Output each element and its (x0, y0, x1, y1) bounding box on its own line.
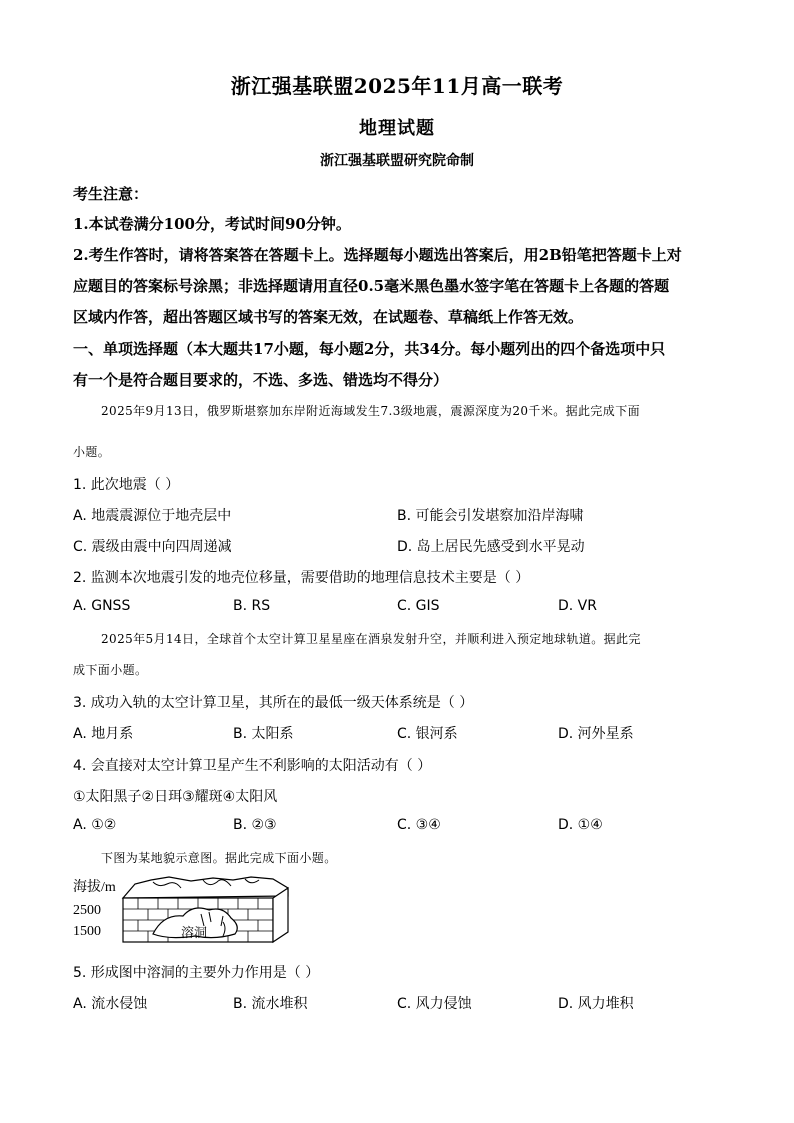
question-2-stem: 2. 监测本次地震引发的地壳位移量，需要借助的地理信息技术主要是（ ） (73, 570, 530, 586)
question-4-items: ①太阳黑子②日珥③耀斑④太阳风 (73, 789, 278, 805)
karst-landform-figure (73, 874, 303, 946)
question-2-option-b: B. RS (233, 598, 271, 614)
question-1-option-b: B. 可能会引发堪察加沿岸海啸 (397, 508, 584, 524)
exam-title: 浙江强基联盟2025年11月高一联考 (230, 74, 564, 98)
notice-item-2-line-1: 2.考生作答时，请将答案答在答题卡上。选择题每小题选出答案后，用2B铅笔把答题卡上对 (73, 246, 682, 264)
notice-item-2-line-2: 应题目的答案标号涂黑；非选择题请用直径0.5毫米黑色墨水签字笔在答题卡上各题的答题 (73, 277, 670, 295)
notice-item-1: 1.本试卷满分100分，考试时间90分钟。 (73, 215, 351, 233)
notice-item-2-line-3: 区域内作答，超出答题区域书写的答案无效，在试题卷、草稿纸上作答无效。 (73, 308, 584, 326)
question-2-option-d: D. VR (558, 598, 597, 614)
question-5-option-b: B. 流水堆积 (233, 996, 308, 1012)
question-3-option-c: C. 银河系 (397, 726, 458, 742)
material-1-line-2: 小题。 (73, 445, 111, 459)
material-1-line-1: 2025年9月13日，俄罗斯堪察加东岸附近海域发生7.3级地震，震源深度为20千米。据此完成下面 (101, 404, 640, 418)
section-heading-line-1: 一、单项选择题（本大题共17小题，每小题2分，共34分。每小题列出的四个备选项中只 (73, 340, 666, 358)
figure-y-axis-label: 海拔/m (73, 880, 116, 895)
question-3-stem: 3. 成功入轨的太空计算卫星，其所在的最低一级天体系统是（ ） (73, 695, 474, 711)
question-4-option-a: A. ①② (73, 817, 117, 833)
question-1-option-c: C. 震级由震中向四周递减 (73, 539, 232, 555)
question-5-option-a: A. 流水侵蚀 (73, 996, 148, 1012)
question-3-option-a: A. 地月系 (73, 726, 134, 742)
question-4-option-b: B. ②③ (233, 817, 277, 833)
figure-tick-2500: 2500 (73, 903, 101, 918)
question-5-option-c: C. 风力侵蚀 (397, 996, 472, 1012)
question-3-option-b: B. 太阳系 (233, 726, 294, 742)
question-5-option-d: D. 风力堆积 (558, 996, 634, 1012)
material-3-line-1: 下图为某地貌示意图。据此完成下面小题。 (101, 851, 337, 865)
section-heading-line-2: 有一个是符合题目要求的，不选、多选、错选均不得分） (73, 371, 449, 389)
exam-subject: 地理试题 (359, 118, 435, 139)
question-1-option-a: A. 地震震源位于地壳层中 (73, 508, 232, 524)
notice-heading: 考生注意： (73, 185, 149, 203)
question-2-option-a: A. GNSS (73, 598, 131, 614)
material-2-line-1: 2025年5月14日，全球首个太空计算卫星星座在酒泉发射升空，并顺利进入预定地球轨道。据此完 (101, 632, 641, 646)
question-2-option-c: C. GIS (397, 598, 440, 614)
figure-cave-label: 溶洞 (181, 926, 208, 941)
question-4-option-d: D. ①④ (558, 817, 603, 833)
exam-producer: 浙江强基联盟研究院命制 (320, 153, 474, 169)
question-4-stem: 4. 会直接对太空计算卫星产生不利影响的太阳活动有（ ） (73, 758, 432, 774)
figure-tick-1500: 1500 (73, 924, 101, 939)
question-1-option-d: D. 岛上居民先感受到水平晃动 (397, 539, 585, 555)
question-1-stem: 1. 此次地震（ ） (73, 477, 180, 493)
question-5-stem: 5. 形成图中溶洞的主要外力作用是（ ） (73, 965, 320, 981)
question-3-option-d: D. 河外星系 (558, 726, 634, 742)
question-4-option-c: C. ③④ (397, 817, 441, 833)
material-2-line-2: 成下面小题。 (73, 663, 148, 677)
